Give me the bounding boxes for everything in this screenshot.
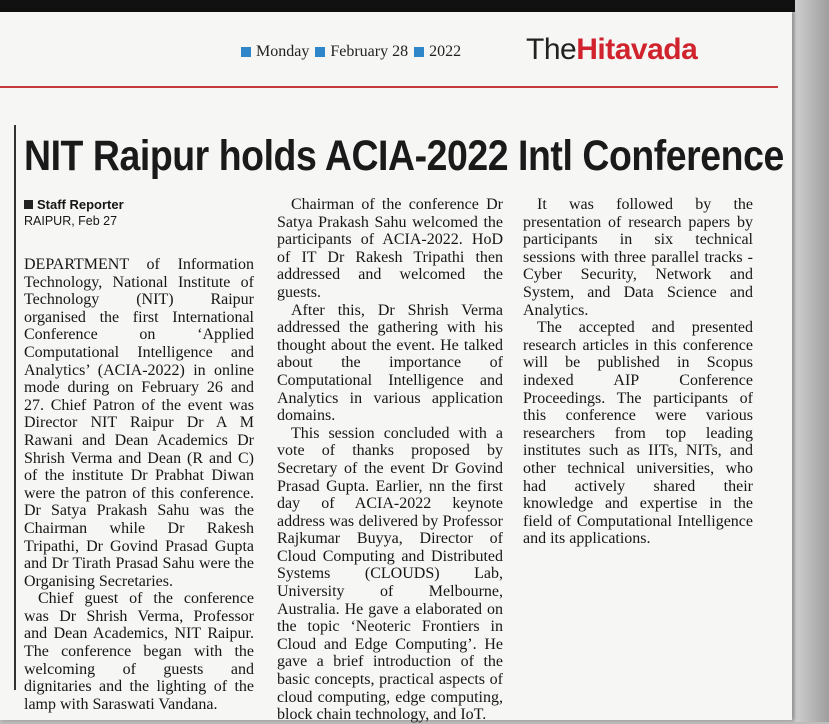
issue-day: Monday: [256, 43, 310, 60]
paragraph: Chairman of the conference Dr Satya Prakash Sahu welcomed the participants of ACIA-2022. HoD of IT Dr Rakesh Tripathi then addressed and welcomed the guests.: [277, 196, 503, 301]
article-column-2: [277, 196, 503, 724]
top-dark-edge: [0, 0, 829, 12]
byline-text: Staff Reporter: [37, 197, 124, 212]
paragraph: After this, Dr Shrish Verma addressed the gathering with his thought about the event. He talked about the importance of Computational Intelligence and Analytics in various application domains.: [277, 301, 503, 425]
paragraph: DEPARTMENT of Information Technology, National Institute of Technology (NIT) Raipur organised the first International Conference on ‘Applied Computational Intelligence and Analytics’ (ACIA-2022) in online mode during on February 26 and 27. Chief Patron of the event was Director NIT Raipur Dr A M Rawani and Dean Academics Dr Shrish Verma and Dean (R and C) of the institute Dr Prabhat Diwan were the patron of this conference. Dr Satya Prakash Sahu was the Chairman while Dr Rakesh Tripathi, Dr Govind Prasad Gupta and Dr Tirath Prasad Sahu were the Organising Secretaries.: [24, 256, 254, 590]
paragraph: Chief guest of the conference was Dr Shrish Verma, Professor and Dean Academics, NIT Raipur. The conference began with the welcoming of guests and dignitaries and the lighting of the lamp with Saraswati Vandana.: [24, 590, 254, 713]
header-rule: [0, 86, 778, 88]
issue-year: 2022: [429, 43, 462, 60]
issue-dateline: [235, 40, 461, 64]
article-column-1: [24, 196, 254, 713]
byline-square-icon: [24, 200, 33, 209]
article-column-3: [523, 196, 753, 548]
newspaper-logo: [526, 32, 697, 68]
bullet-square-icon: [241, 47, 251, 57]
byline: [24, 196, 254, 213]
bullet-square-icon: [315, 47, 325, 57]
paragraph: The accepted and presented research articles in this conference will be published in Scopus indexed AIP Conference Proceedings. The participants of this conference were various researchers from top leading institutes such as IITs, NITs, and other technical universities, who had actively shared their knowledge and expertise in the field of Computational Intelligence and its applications.: [523, 319, 753, 548]
paragraph: It was followed by the presentation of research papers by participants in six technical sessions with three parallel tracks - Cyber Security, Network and System, and Data Science and Analytics.: [523, 196, 753, 319]
paragraph: This session concluded with a vote of thanks proposed by Secretary of the event Dr Govind Prasad Gupta. Earlier, nn the first day of ACIA-2022 keynote address was delivered by Professor Rajkumar Buyya, Director of Cloud Computing and Distributed Systems (CLOUDS) Lab, University of Melbourne, Australia. He gave a elaborated on the topic ‘Neoteric Frontiers in Cloud and Edge Computing’. He gave a brief introduction of the basic concepts, practical aspects of cloud computing, edge computing, block chain technology, and IoT.: [277, 424, 503, 724]
headline: NIT Raipur holds ACIA-2022 Intl Conference: [24, 132, 784, 180]
logo-name: Hitavada: [576, 33, 698, 66]
column-rule: [0, 125, 16, 690]
dateline-place: RAIPUR, Feb 27: [24, 214, 118, 228]
issue-date: February 28: [330, 43, 409, 60]
bullet-square-icon: [414, 47, 424, 57]
background-frame: [795, 0, 829, 722]
logo-prefix: The: [526, 33, 577, 66]
